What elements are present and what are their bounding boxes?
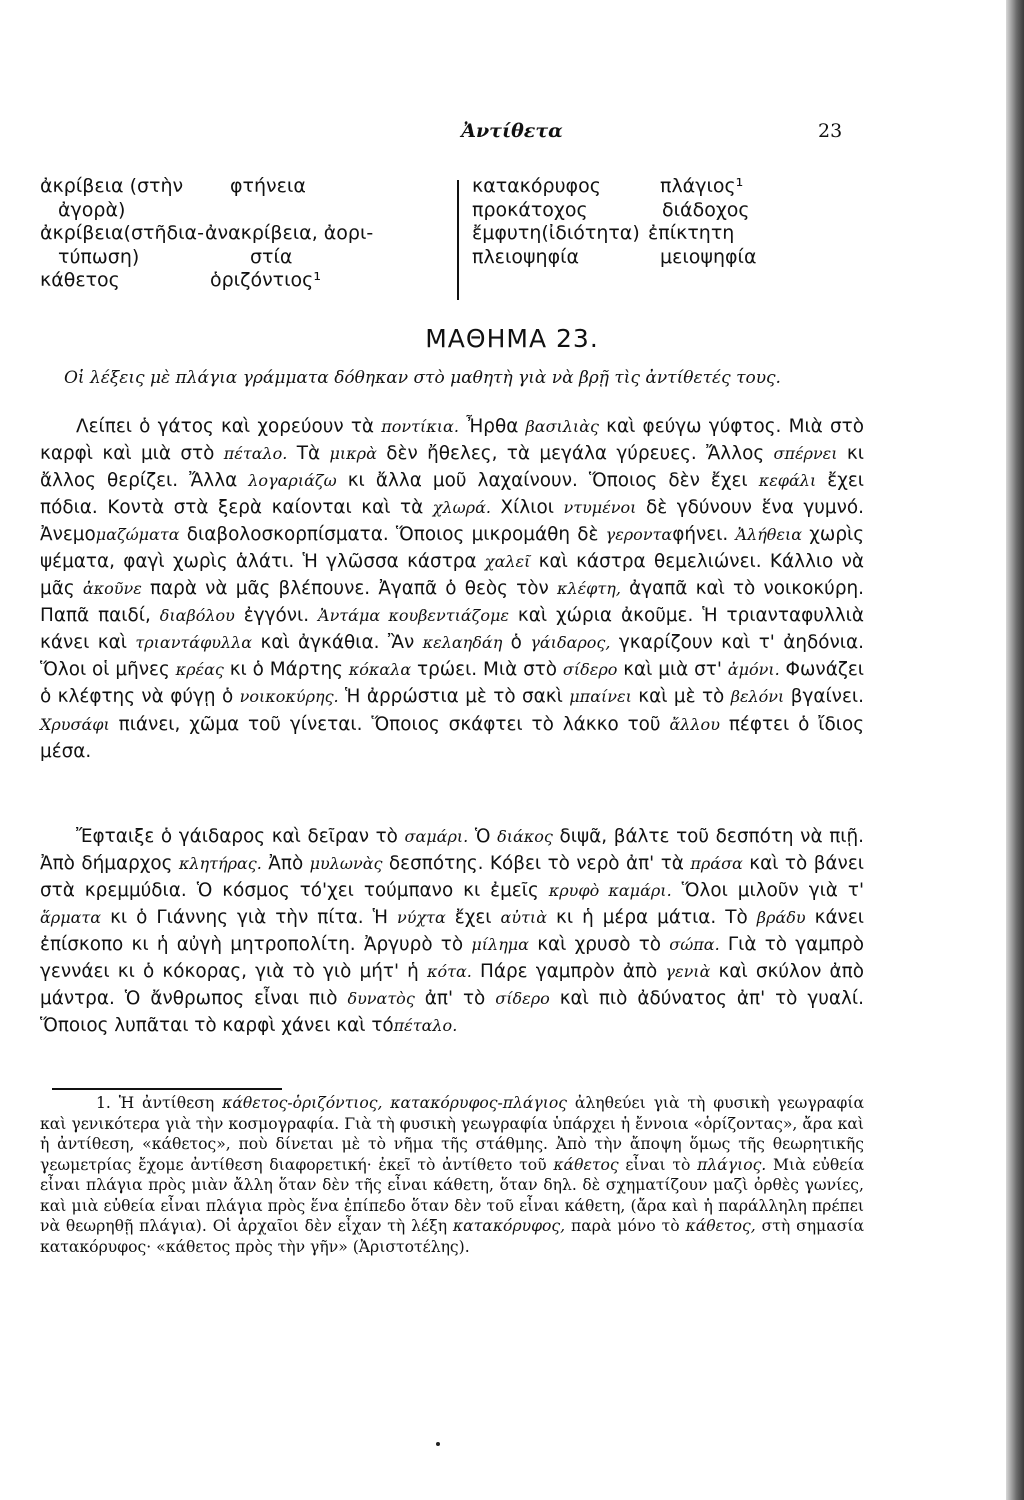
italic-word: μίλημα: [471, 935, 529, 955]
antonym-row: [40, 175, 460, 199]
italic-word: πέταλο.: [393, 1016, 458, 1036]
lesson-title: ΜΑΘΗΜΑ 23.: [425, 324, 599, 353]
print-mark: [436, 1442, 440, 1446]
antonym-opposite: στία: [250, 245, 293, 268]
antonym-table-left: [40, 175, 460, 293]
italic-word: πλάγιος.: [697, 1155, 767, 1174]
italic-word: ποντίκια.: [381, 417, 459, 436]
italic-word: ἄλλου: [669, 714, 720, 734]
antonym-row: [40, 269, 460, 293]
italic-word: πράσα: [690, 854, 743, 874]
italic-word: πέταλο.: [223, 444, 288, 464]
antonym-opposite: φτήνεια: [230, 175, 306, 197]
italic-word: δυνατὸς: [347, 989, 415, 1009]
antonym-row: [40, 222, 460, 246]
antonym-opposite: ἀνακρίβεια, ἀορι-: [205, 222, 374, 244]
italic-word: γεροντα: [605, 525, 673, 545]
antonym-word: κατακόρυφος: [472, 175, 601, 197]
italic-word: αὐτιὰ: [500, 908, 547, 928]
antonym-word: προκάτοχος: [472, 198, 588, 221]
italic-word: κάθετος-ὁριζόντιος, κατακόρυφος-πλάγιος: [222, 1094, 567, 1112]
antonym-row: [472, 246, 832, 270]
antonym-opposite: διάδοχος: [662, 198, 750, 221]
italic-word: Ἀντάμα κουβεντιάζομε: [318, 606, 509, 626]
italic-word: γάιδαρος,: [530, 633, 611, 653]
italic-word: ἅρματα: [40, 908, 102, 928]
italic-word: λογαριάζω: [248, 471, 337, 491]
italic-word: κρυφὸ καμάρι.: [548, 881, 672, 901]
antonym-opposite: ὁριζόντιος¹: [210, 269, 321, 291]
italic-word: μπαίνει: [569, 687, 632, 707]
italic-word: κόκαλα: [348, 660, 412, 680]
italic-word: σπέρνει: [773, 444, 838, 464]
antonym-row: [40, 199, 460, 223]
italic-word: μαζώματα: [95, 525, 180, 545]
italic-word: κότα.: [426, 962, 472, 982]
proverbs-paragraph-2: Ἔφταιξε ὁ γάιδαρος καὶ δεῖραν τὸ σαμάρι. Ὁ διάκος διψᾶ, βάλτε τοῦ δεσπότη νὰ πιῇ. Ἀπὸ δήμαρχος κλητήρας. Ἀπὸ μυλωνὰς δεσπότης. Κόβει τὸ νερὸ ἀπ' τὰ πράσα καὶ τὸ βάνει στὰ κρεμμύδια. Ὁ κόσμος τό'χει τούμπανο κι ἐμεῖς κρυφὸ καμάρι. Ὅλοι μιλοῦν γιὰ τ' ἅρματα κι ὁ Γιάννης γιὰ τὴν πίτα. Ἡ νύχτα ἔχει αὐτιὰ κι ἡ μέρα μάτια. Τὸ βράδυ κάνει ἐπίσκοπο κι ἡ αὐγὴ μητροπολίτη. Ἀργυρὸ τὸ μίλημα καὶ χρυσὸ τὸ σώπα. Γιὰ τὸ γαμπρὸ γεννάει κι ὁ κόκορας, γιὰ τὸ γιὸ μήτ' ἡ κότα. Πάρε γαμπρὸν ἀπὸ γενιὰ καὶ σκύλον ἀπὸ μάντρα. Ὁ ἄνθρωπος εἶναι πιὸ δυνατὸς ἀπ' τὸ σίδερο καὶ πιὸ ἀδύνατος ἀπ' τὸ γυαλί. Ὅποιος λυπᾶται τὸ καρφὶ χάνει καὶ τόπέταλο.: [40, 826, 865, 1037]
antonym-row: [472, 175, 832, 199]
italic-word: διάκος: [497, 827, 553, 846]
italic-word: νύχτα: [396, 908, 446, 928]
italic-word: κρέας: [175, 660, 224, 680]
antonym-word: ἀγορὰ): [58, 198, 126, 221]
antonym-word: ἔμφυτη(ἰδιότητα): [472, 222, 640, 244]
italic-word: κλητήρας.: [178, 854, 262, 874]
italic-word: Ἀλήθεια: [735, 525, 803, 545]
antonym-opposite: μειοψηφία: [660, 245, 757, 268]
italic-word: ἀκοῦνε: [82, 579, 142, 599]
italic-word: κάθετος,: [685, 1217, 756, 1235]
footnote: 1. Ἡ ἀντίθεση κάθετος-ὁριζόντιος, κατακόρυφος-πλάγιος ἀληθεύει γιὰ τὴ φυσικὴ γεωγραφία καὶ γενικότερα γιὰ τὴν κοσμογραφία. Γιὰ τὴ φυσικὴ γεωγραφία ὑπάρχει ἡ ἔννοια «ὁρίζοντας», ἄρα καὶ ἡ ἀντίθεση, «κάθετος», ποὺ δίνεται μὲ τὸ νῆμα τῆς στάθμης. Ἀπὸ τὴν ἄποψη ὅμως τῆς θεωρητικῆς γεωμετρίας ἔχομε ἀντίθεση διαφορετική· ἐκεῖ τὸ ἀντίθετο τοῦ κάθετος εἶναι τὸ πλάγιος. Μιὰ εὐθεία εἶναι πλάγια πρὸς μιὰν ἄλλη ὅταν δὲν τῆς εἶναι κάθετη, ὅταν δηλ. δὲ σχηματίζουν μαζὶ ὀρθὲς γωνίες, καὶ μιὰ εὐθεία εἶναι πλάγια πρὸς ἕνα ἐπίπεδο ὅταν δὲν τοῦ εἶναι κάθετη, (ἄρα καὶ ἡ παράλληλη πρέπει νὰ θεωρηθῇ πλάγια). Οἱ ἀρχαῖοι δὲν εἶχαν τὴ λέξη κατακόρυφος, παρὰ μόνο τὸ κάθετος, στὴ σημασία κατακόρυφος· «κάθετος πρὸς τὴν γῆν» (Ἀριστοτέλης).: [40, 1094, 865, 1256]
antonym-word: ἀκρίβεια(στῆδια-: [40, 222, 204, 244]
italic-word: βελόνι: [730, 687, 785, 707]
italic-word: βράδυ: [756, 908, 806, 928]
proverbs-paragraph-1: Λείπει ὁ γάτος καὶ χορεύουν τὰ ποντίκια. Ἦρθα βασιλιὰς καὶ φεύγω γύφτος. Μιὰ στὸ καρφὶ καὶ μιὰ στὸ πέταλο. Τὰ μικρὰ δὲν ἤθελες, τὰ μεγάλα γύρευες. Ἄλλος σπέρνει κι ἄλλος θερίζει. Ἄλλα λογαριάζω κι ἄλλα μοῦ λαχαίνουν. Ὅποιος δὲν ἔχει κεφάλι ἔχει πόδια. Κοντὰ στὰ ξερὰ καίονται καὶ τὰ χλωρά. Χίλιοι ντυμένοι δὲ γδύνουν ἕνα γυμνό. Ἀνεμομαζώματα διαβολοσκορπίσματα. Ὅποιος μικρομάθη δὲ γερονταφήνει. Ἀλήθεια χωρὶς ψέματα, φαγὶ χωρὶς ἁλάτι. Ἡ γλῶσσα κάστρα χαλεῖ καὶ κάστρα θεμελιώνει. Κάλλιο νὰ μᾶς ἀκοῦνε παρὰ νὰ μᾶς βλέπουνε. Ἀγαπᾶ ὁ θεὸς τὸν κλέφτη, ἀγαπᾶ καὶ τὸ νοικοκύρη. Παπᾶ παιδί, διαβόλου ἐγγόνι. Ἀντάμα κουβεντιάζομε καὶ χώρια ἀκοῦμε. Ἡ τριανταφυλλιὰ κάνει καὶ τριαντάφυλλα καὶ ἀγκάθια. Ἂν κελαηδάη ὁ γάιδαρος, γκαρίζουν καὶ τ' ἀηδόνια. Ὅλοι οἱ μῆνες κρέας κι ὁ Μάρτης κόκαλα τρώει. Μιὰ στὸ σίδερο καὶ μιὰ στ' ἀμόνι. Φωνάζει ὁ κλέφτης νὰ φύγῃ ὁ νοικοκύρης. Ἡ ἀρρώστια μὲ τὸ σακὶ μπαίνει καὶ μὲ τὸ βελόνι βγαίνει. Χρυσάφι πιάνει, χῶμα τοῦ γίνεται. Ὅποιος σκάφτει τὸ λάκκο τοῦ ἄλλου πέφτει ὁ ἴδιος μέσα.: [40, 416, 865, 762]
italic-word: σίδερο: [562, 660, 618, 680]
antonym-table-right: [472, 175, 832, 269]
italic-word: βασιλιὰς: [525, 417, 599, 436]
italic-word: Χρυσάφι: [40, 714, 110, 734]
antonym-row: [40, 246, 460, 270]
antonym-word: ἀκρίβεια (στὴν: [40, 175, 184, 197]
italic-word: μικρὰ: [329, 444, 377, 464]
page-edge-shadow: [1006, 0, 1024, 1500]
italic-word: κάθετος: [553, 1155, 619, 1174]
antonym-word: πλειοψηφία: [472, 245, 580, 268]
antonym-opposite: ἐπίκτητη: [648, 222, 735, 244]
antonym-row: [472, 199, 832, 223]
italic-word: κλέφτη,: [556, 579, 621, 599]
lesson-instruction: Οἱ λέξεις μὲ πλάγια γράμματα δόθηκαν στὸ μαθητὴ γιὰ νὰ βρῇ τὶς ἀντίθετές τους.: [64, 368, 781, 388]
italic-word: διαβόλου: [159, 606, 235, 626]
italic-word: τριαντάφυλλα: [135, 633, 253, 653]
italic-word: νοικοκύρης.: [239, 687, 339, 707]
antonym-row: [472, 222, 832, 246]
page-number: 23: [818, 120, 843, 142]
italic-word: γενιὰ: [665, 962, 711, 982]
running-head: Ἀντίθετα: [461, 120, 563, 142]
italic-word: σίδερο: [495, 989, 550, 1009]
italic-word: σαμάρι.: [404, 827, 469, 846]
antonym-word: τύπωση): [58, 245, 140, 268]
italic-word: χλωρά.: [432, 498, 491, 518]
italic-word: σώπα.: [669, 935, 720, 955]
antonym-opposite: πλάγιος¹: [660, 175, 744, 197]
italic-word: χαλεῖ: [484, 552, 531, 572]
italic-word: κελαηδάη: [422, 633, 503, 653]
column-divider: [457, 180, 459, 300]
italic-word: κεφάλι: [758, 471, 817, 491]
footnote-rule: [52, 1088, 282, 1090]
antonym-word: κάθετος: [40, 269, 120, 291]
italic-word: μυλωνὰς: [309, 854, 383, 874]
italic-word: ἀμόνι.: [727, 660, 780, 680]
italic-word: κατακόρυφος,: [452, 1217, 566, 1235]
italic-word: ντυμένοι: [563, 498, 637, 518]
